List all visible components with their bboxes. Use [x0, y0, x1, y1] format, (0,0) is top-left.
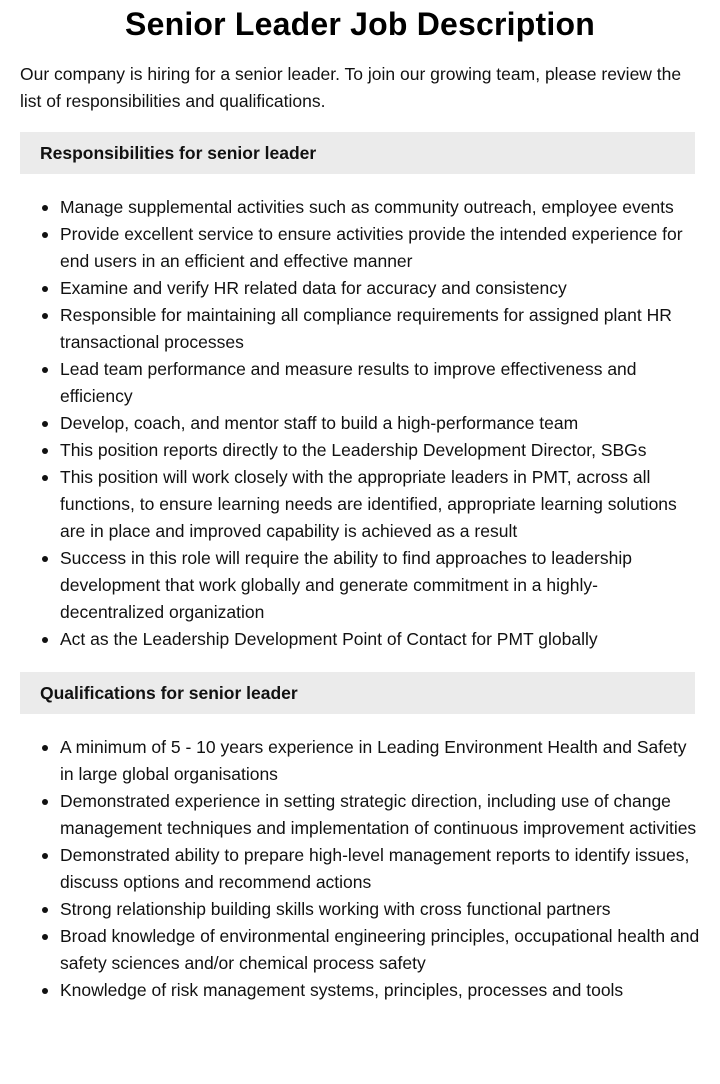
list-item-text: A minimum of 5 - 10 years experience in Leading Environment Health and Safety in large global organisations: [60, 737, 687, 784]
bullet-icon: [42, 448, 48, 454]
responsibilities-heading: Responsibilities for senior leader: [20, 132, 695, 174]
bullet-icon: [42, 232, 48, 238]
qualifications-heading: Qualifications for senior leader: [20, 672, 695, 714]
bullet-icon: [42, 853, 48, 859]
list-item: [20, 626, 700, 653]
list-item-text: This position reports directly to the Leadership Development Director, SBGs: [60, 440, 647, 460]
bullet-icon: [42, 556, 48, 562]
bullet-icon: [42, 637, 48, 643]
bullet-icon: [42, 475, 48, 481]
bullet-icon: [42, 205, 48, 211]
list-item-text: Examine and verify HR related data for accuracy and consistency: [60, 278, 567, 298]
page-title: Senior Leader Job Description: [125, 6, 595, 42]
list-item: [20, 356, 700, 410]
bullet-icon: [42, 313, 48, 319]
list-item-text: Broad knowledge of environmental engineering principles, occupational health and safety sciences and/or chemical process safety: [60, 926, 700, 973]
list-item-text: Develop, coach, and mentor staff to build a high-performance team: [60, 413, 579, 433]
list-item-text: Act as the Leadership Development Point of Contact for PMT globally: [60, 629, 598, 649]
list-item: [20, 842, 700, 896]
list-item-text: Demonstrated experience in setting strategic direction, including use of change management techniques and implementation of continuous improvement activities: [60, 791, 697, 838]
list-item-text: Strong relationship building skills working with cross functional partners: [60, 899, 611, 919]
list-item: [20, 410, 700, 437]
list-item: [20, 896, 700, 923]
list-item: [20, 464, 700, 545]
list-item-text: This position will work closely with the appropriate leaders in PMT, across all functions, to ensure learning needs are identified, appropriate learning solutions are in place and improved capability is achieved as a result: [60, 467, 677, 541]
list-item: [20, 923, 700, 977]
intro-paragraph: Our company is hiring for a senior leader. To join our growing team, please review the list of responsibilities and qualifications.: [20, 64, 682, 111]
list-item-text: Success in this role will require the ability to find approaches to leadership development that work globally and generate commitment in a highly-decentralized organization: [60, 548, 632, 622]
list-item-text: Manage supplemental activities such as community outreach, employee events: [60, 197, 674, 217]
list-item-text: Responsible for maintaining all compliance requirements for assigned plant HR transactional processes: [60, 305, 672, 352]
bullet-icon: [42, 799, 48, 805]
bullet-icon: [42, 907, 48, 913]
bullet-icon: [42, 286, 48, 292]
list-item: [20, 275, 700, 302]
list-item: [20, 788, 700, 842]
bullet-icon: [42, 988, 48, 994]
list-item: [20, 437, 700, 464]
bullet-icon: [42, 745, 48, 751]
bullet-icon: [42, 367, 48, 373]
list-item: [20, 302, 700, 356]
list-item-text: Lead team performance and measure results to improve effectiveness and efficiency: [60, 359, 637, 406]
list-item: [20, 545, 700, 626]
list-item: [20, 977, 700, 1004]
list-item: [20, 221, 700, 275]
list-item: [20, 734, 700, 788]
list-item: [20, 194, 700, 221]
qualifications-list: [20, 734, 700, 1004]
bullet-icon: [42, 934, 48, 940]
list-item-text: Provide excellent service to ensure activities provide the intended experience for end users in an efficient and effective manner: [60, 224, 683, 271]
list-item-text: Demonstrated ability to prepare high-level management reports to identify issues, discuss options and recommend actions: [60, 845, 690, 892]
list-item-text: Knowledge of risk management systems, principles, processes and tools: [60, 980, 624, 1000]
responsibilities-list: [20, 194, 700, 653]
bullet-icon: [42, 421, 48, 427]
